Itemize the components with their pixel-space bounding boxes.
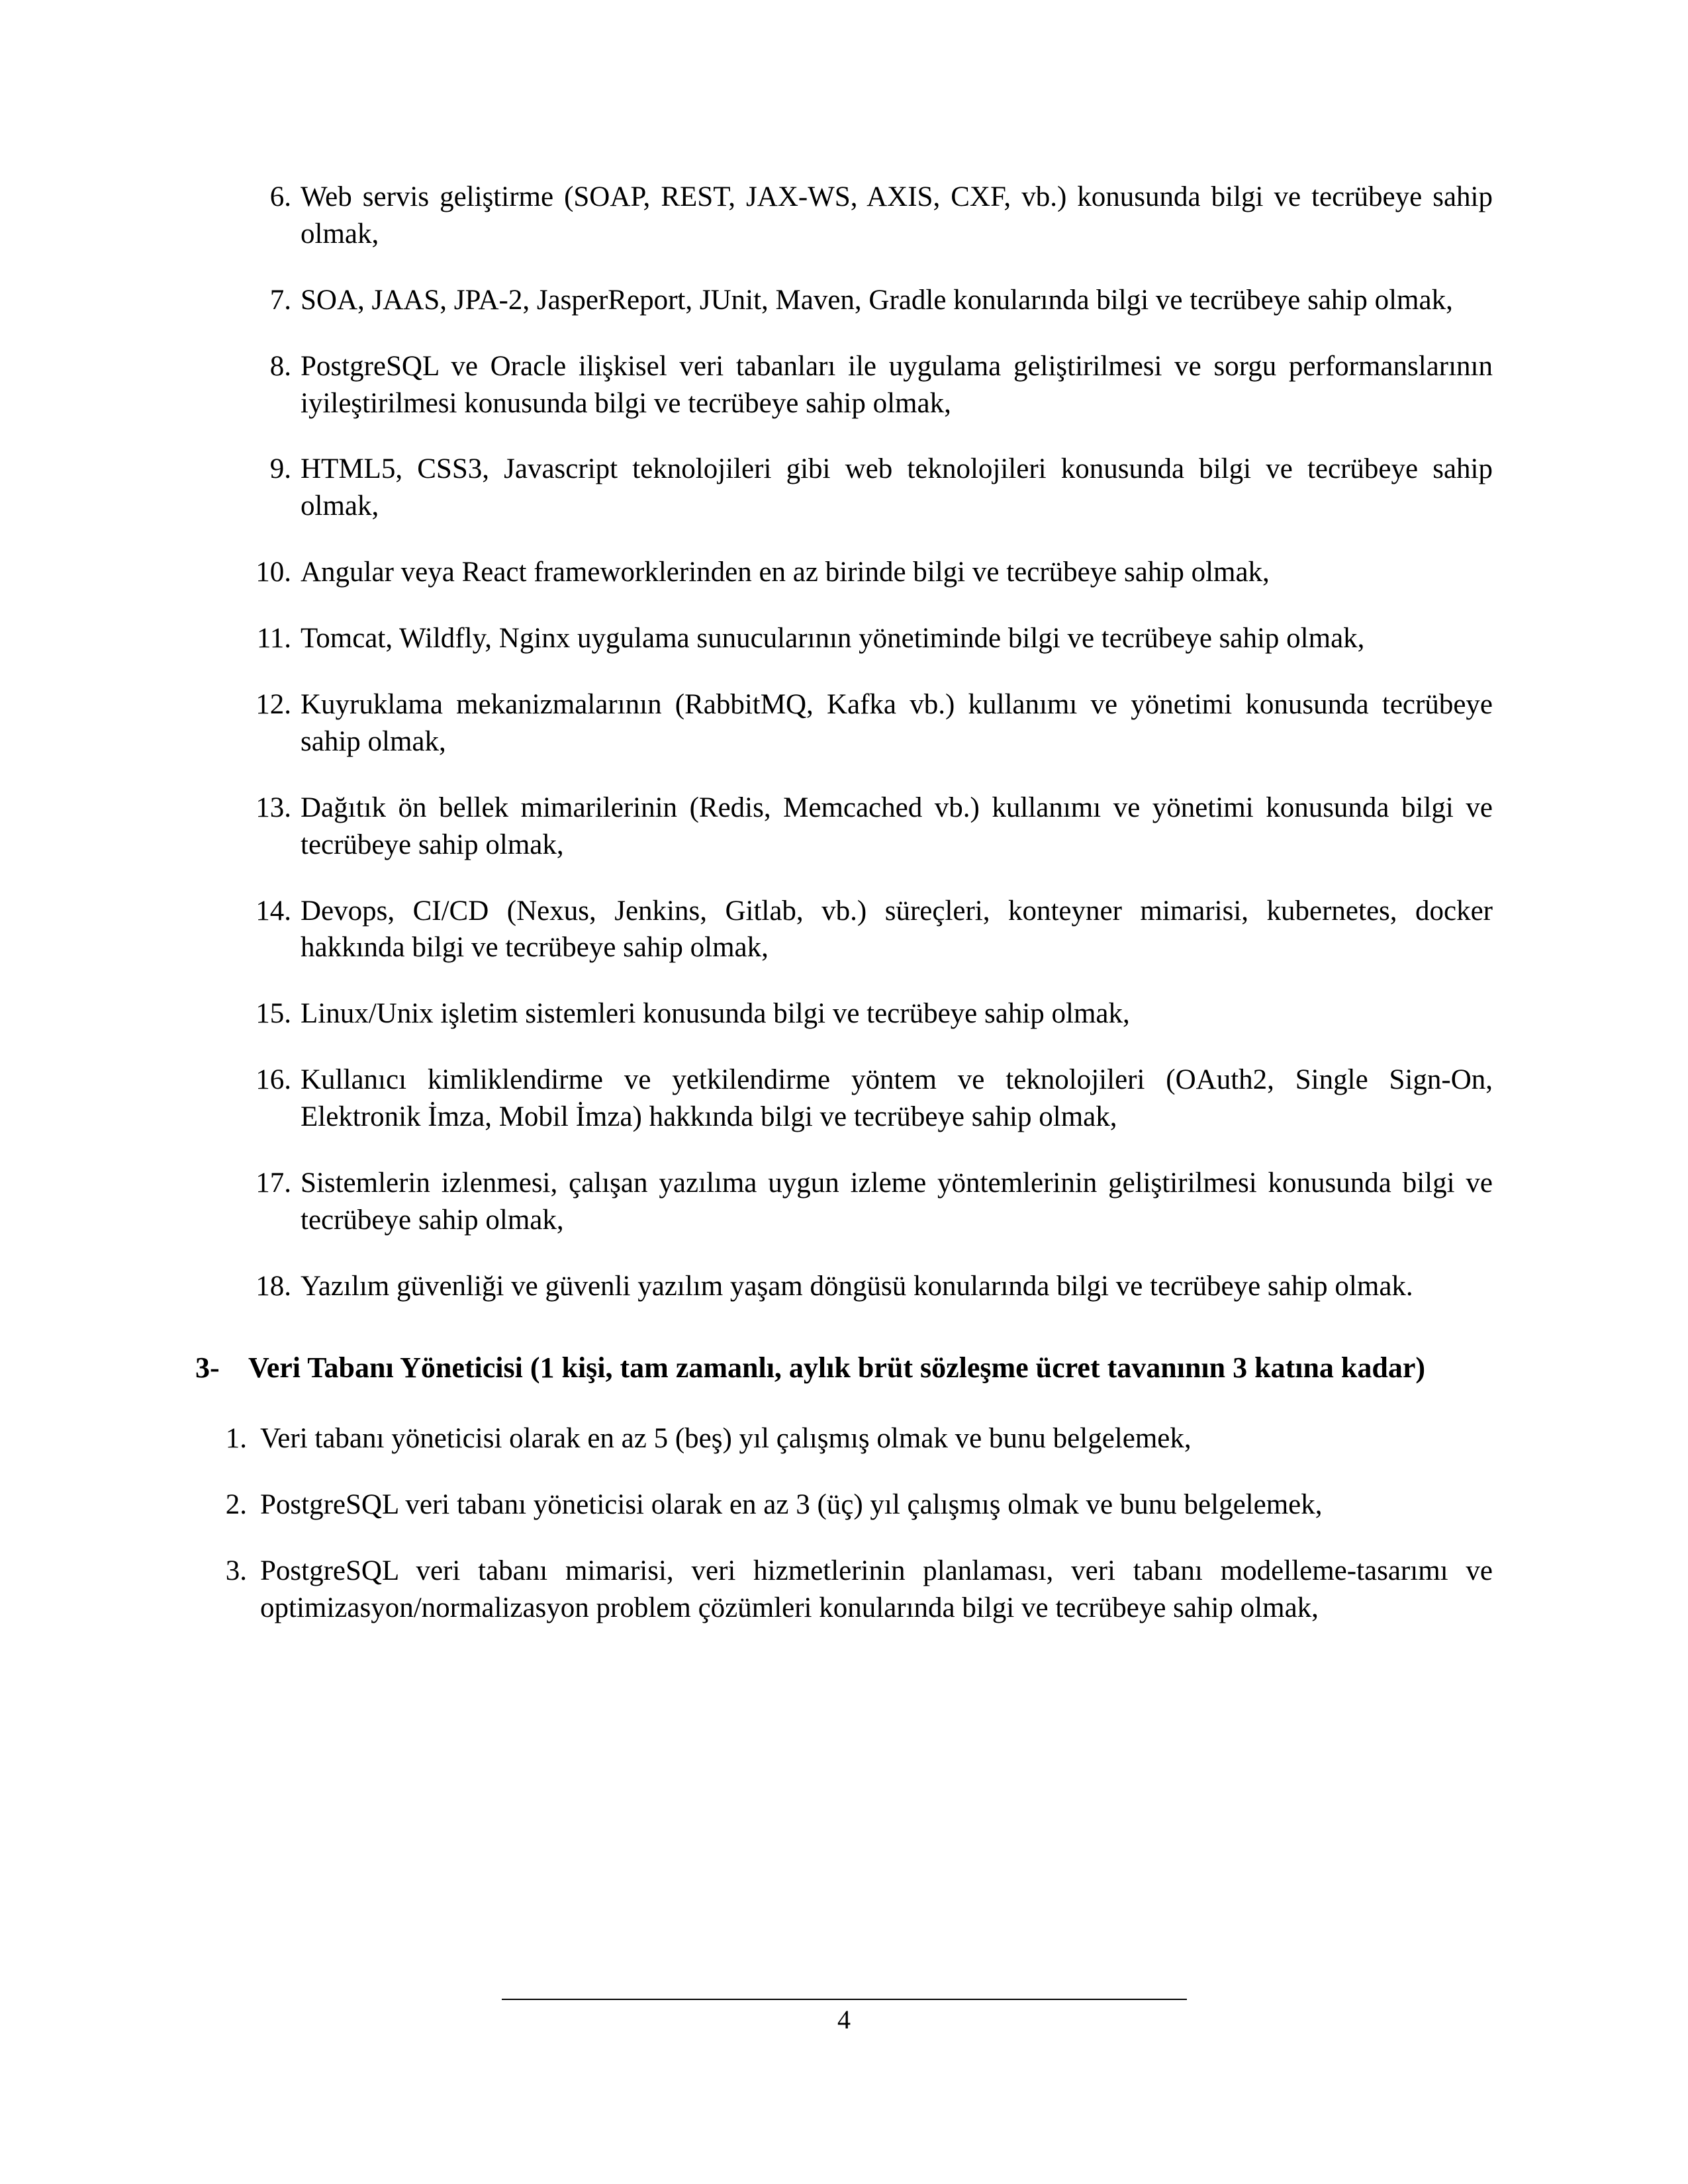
list-item-number: 14. [256,895,291,927]
list-item-number: 12. [256,689,291,721]
list-item-text: Tomcat, Wildfly, Nginx uygulama sunucularının yönetiminde bilgi ve tecrübeye sahip olmak, [301,623,1365,655]
list-item [195,282,1493,319]
list-item [195,893,1493,967]
list-item-text: PostgreSQL veri tabanı yöneticisi olarak en az 3 (üç) yıl çalışmış olmak ve bunu belgelemek, [260,1488,1323,1520]
section-heading-number: 3- [195,1351,220,1384]
database-admin-requirements-list [195,1420,1493,1627]
list-item-text: Linux/Unix işletim sistemleri konusunda bilgi ve tecrübeye sahip olmak, [301,998,1130,1030]
list-item [195,1268,1493,1305]
list-item [195,1165,1493,1239]
list-item-number: 18. [256,1270,291,1302]
list-item-text: Angular veya React frameworklerinden en az birinde bilgi ve tecrübeye sahip olmak, [301,557,1270,588]
list-item-text: Veri tabanı yöneticisi olarak en az 5 (beş) yıl çalışmış olmak ve bunu belgelemek, [260,1423,1192,1455]
list-item-text: Yazılım güvenliği ve güvenli yazılım yaşam döngüsü konularında bilgi ve tecrübeye sahip olmak. [301,1270,1413,1302]
list-item-number: 17. [256,1167,291,1199]
list-item [195,1420,1493,1457]
page-content [195,179,1493,1656]
list-item-number: 8. [269,350,291,382]
list-item [195,995,1493,1032]
list-item-number: 11. [256,623,291,655]
list-item-number: 1. [225,1423,247,1455]
list-item [195,1553,1493,1627]
footer-divider [502,1999,1187,2000]
list-item-number: 15. [256,998,291,1030]
list-item-number: 9. [269,453,291,485]
page-footer [0,1999,1688,2033]
list-item-text: Kullanıcı kimliklendirme ve yetkilendirme yöntem ve teknolojileri (OAuth2, Single Sign-On, Elektronik İmza, Mobil İmza) hakkında bilgi ve tecrübeye sahip olmak, [301,1064,1493,1133]
page-number: 4 [837,2005,851,2034]
list-item [195,790,1493,864]
list-item-number: 3. [225,1555,247,1586]
list-item [195,348,1493,422]
list-item-text: SOA, JAAS, JPA-2, JasperReport, JUnit, Maven, Gradle konularında bilgi ve tecrübeye sahip olmak, [301,284,1453,316]
list-item-number: 7. [269,284,291,316]
list-item-text: Web servis geliştirme (SOAP, REST, JAX-WS, AXIS, CXF, vb.) konusunda bilgi ve tecrübeye sahip olmak, [301,181,1493,250]
list-item-text: PostgreSQL ve Oracle ilişkisel veri tabanları ile uygulama geliştirilmesi ve sorgu performanslarının iyileştirilmesi konusunda bilgi ve tecrübeye sahip olmak, [301,350,1493,419]
list-item [195,686,1493,760]
list-item-number: 10. [256,557,291,588]
list-item [195,179,1493,253]
list-item-text: Devops, CI/CD (Nexus, Jenkins, Gitlab, vb.) süreçleri, konteyner mimarisi, kubernetes, docker hakkında bilgi ve tecrübeye sahip olmak, [301,895,1493,964]
section-heading-text: Veri Tabanı Yöneticisi (1 kişi, tam zamanlı, aylık brüt sözleşme ücret tavanının 3 katına kadar) [248,1351,1426,1384]
list-item-number: 6. [269,181,291,212]
list-item [195,620,1493,657]
list-item-text: HTML5, CSS3, Javascript teknolojileri gibi web teknolojileri konusunda bilgi ve tecrübeye sahip olmak, [301,453,1493,522]
list-item-number: 16. [256,1064,291,1096]
list-item-number: 2. [225,1488,247,1520]
list-item-text: Dağıtık ön bellek mimarilerinin (Redis, Memcached vb.) kullanımı ve yönetimi konusunda bilgi ve tecrübeye sahip olmak, [301,792,1493,860]
list-item-text: PostgreSQL veri tabanı mimarisi, veri hizmetlerinin planlaması, veri tabanı modelleme-tasarımı ve optimizasyon/normalizasyon problem çözümleri konularında bilgi ve tecrübeye sahip olmak, [260,1555,1493,1623]
list-item-number: 13. [256,792,291,823]
list-item-text: Sistemlerin izlenmesi, çalışan yazılıma uygun izleme yöntemlerinin geliştirilmesi konusunda bilgi ve tecrübeye sahip olmak, [301,1167,1493,1236]
requirements-list-continued [195,179,1493,1305]
list-item-text: Kuyruklama mekanizmalarının (RabbitMQ, Kafka vb.) kullanımı ve yönetimi konusunda tecrübeye sahip olmak, [301,689,1493,757]
list-item [195,451,1493,525]
list-item [195,1486,1493,1524]
list-item [195,554,1493,591]
list-item [195,1062,1493,1136]
section-heading [195,1342,1493,1394]
